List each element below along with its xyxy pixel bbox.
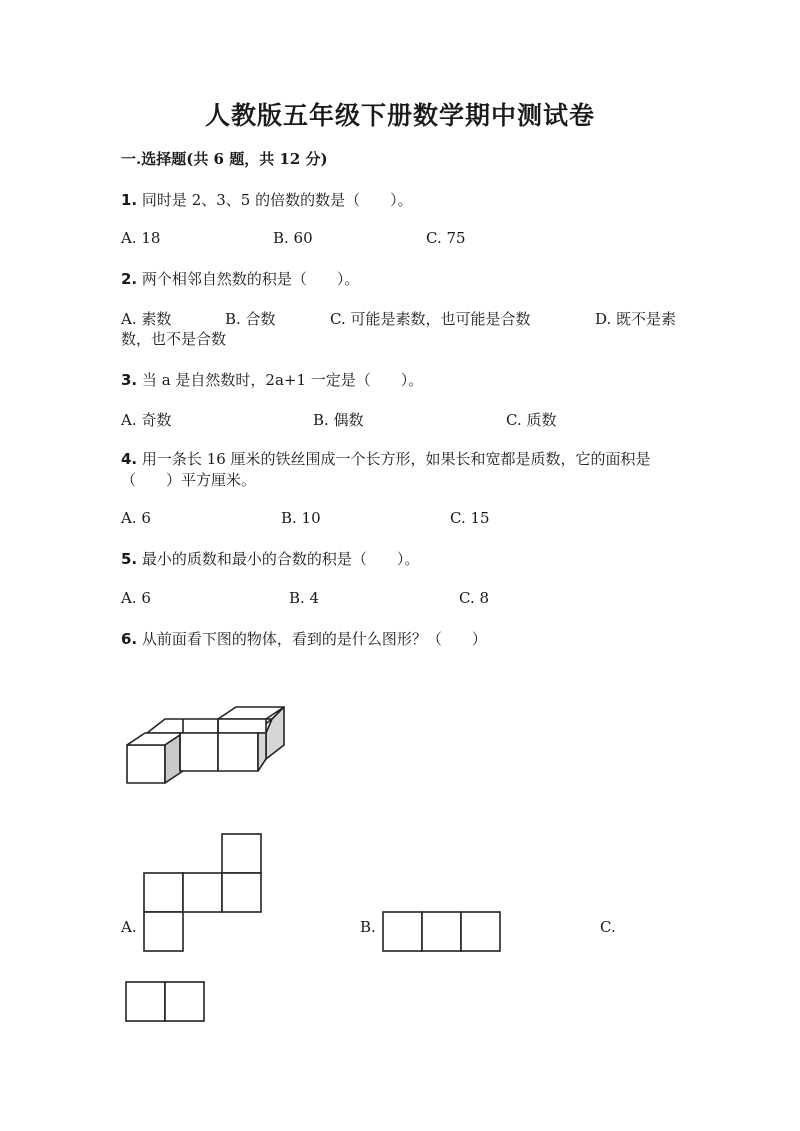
option-b-figure — [381, 910, 503, 954]
question-text-continuation: （ ）平方厘米。 — [121, 471, 257, 489]
option-a: A. 奇数 — [121, 411, 172, 429]
option-a: A. — [121, 918, 137, 936]
option-c-figure — [124, 980, 208, 1024]
option-a: A. 18 — [121, 229, 161, 247]
option-b: B. 10 — [281, 509, 321, 527]
question-number: 6. — [121, 630, 138, 648]
option-b: B. 合数 — [225, 310, 276, 328]
question-5 — [121, 548, 419, 569]
option-c: C. 8 — [459, 589, 490, 607]
option-c: C. 质数 — [506, 411, 557, 429]
question-number: 1. — [121, 191, 138, 209]
question-text: 两个相邻自然数的积是（ ）。 — [141, 270, 360, 288]
option-b: B. 偶数 — [313, 411, 364, 429]
question-text: 从前面看下图的物体，看到的是什么图形？（ ） — [141, 630, 487, 648]
option-d-continuation: 数，也不是合数 — [121, 330, 227, 348]
question-text: 最小的质数和最小的合数的积是（ ）。 — [141, 550, 420, 568]
cube-object-figure — [120, 700, 290, 795]
question-6 — [121, 628, 487, 649]
question-text: 用一条长 16 厘米的铁丝围成一个长方形，如果长和宽都是质数，它的面积是 — [141, 450, 651, 468]
question-2 — [121, 268, 359, 289]
page-title: 人教版五年级下册数学期中测试卷 — [204, 101, 595, 130]
question-text: 当 a 是自然数时，2a+1 一定是（ ）。 — [141, 371, 424, 389]
option-b: B. — [360, 918, 376, 936]
question-number: 2. — [121, 270, 138, 288]
option-b: B. 60 — [273, 229, 313, 247]
question-number: 3. — [121, 371, 138, 389]
question-text: 同时是 2、3、5 的倍数的数是（ ）。 — [141, 191, 413, 209]
option-a: A. 6 — [121, 509, 151, 527]
option-a: A. 素数 — [121, 310, 172, 328]
option-c: C. 15 — [450, 509, 490, 527]
option-c: C. — [600, 918, 616, 936]
option-c: C. 75 — [426, 229, 466, 247]
option-a-figure — [140, 832, 265, 954]
question-1 — [121, 189, 413, 210]
option-c: C. 可能是素数，也可能是合数 — [330, 310, 531, 328]
option-d: D. 既不是素 — [595, 310, 677, 328]
question-4 — [121, 448, 651, 469]
question-number: 4. — [121, 450, 138, 468]
option-a: A. 6 — [121, 589, 151, 607]
question-3 — [121, 369, 423, 390]
section-heading: 一.选择题(共 6 题，共 12 分) — [121, 150, 328, 168]
question-number: 5. — [121, 550, 138, 568]
option-b: B. 4 — [289, 589, 320, 607]
